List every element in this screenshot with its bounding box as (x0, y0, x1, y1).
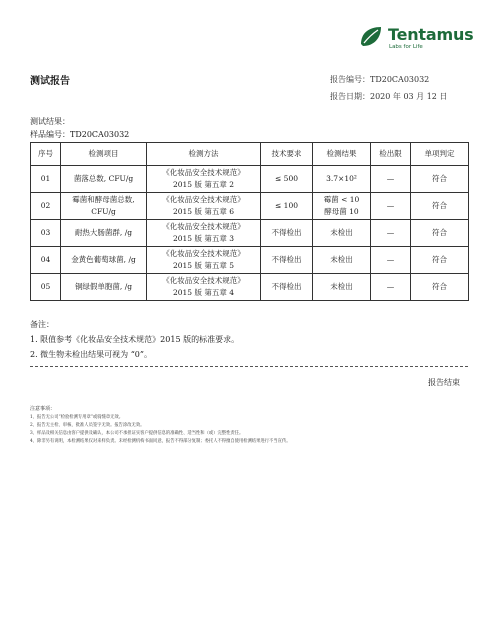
header-no: 序号 (31, 143, 61, 166)
cell-result: 未检出 (313, 220, 371, 247)
cell-judgement: 符合 (411, 193, 469, 220)
cell-item: 耐热大肠菌群, /g (61, 220, 147, 247)
cell-judgement: 符合 (411, 220, 469, 247)
attention-title: 注意事项： (30, 406, 56, 412)
attention-item: 3、样品及相关信息由客户提供及确认，本公司不承担证实客户提供信息的准确性、适当性和（或）完整性责任。 (30, 431, 244, 436)
cell-result: 3.7×10² (313, 166, 371, 193)
leaf-logo-icon (358, 24, 384, 50)
header-item: 检测项目 (61, 143, 147, 166)
logo-tagline: Labs for Life (389, 44, 423, 50)
report-date: 报告日期：2020 年 03 月 12 日 (330, 92, 448, 101)
table-row (31, 166, 469, 193)
cell-requirement: 不得检出 (261, 220, 313, 247)
tentamus-logo (358, 22, 474, 54)
cell-method: 《化妆品安全技术规范》 2015 版 第五章 4 (147, 274, 261, 301)
header-result: 检测结果 (313, 143, 371, 166)
cell-item: 铜绿假单胞菌, /g (61, 274, 147, 301)
cell-item: 霉菌和酵母菌总数, CFU/g (61, 193, 147, 220)
header-method: 检测方法 (147, 143, 261, 166)
cell-no: 02 (31, 193, 61, 220)
attention-item: 2、报告无主检、审核、批准人员签字无效。报告涂改无效。 (30, 423, 145, 428)
cell-result: 未检出 (313, 247, 371, 274)
logo-name: Tentamus (388, 25, 474, 44)
note-item: 1. 限值参考《化妆品安全技术规范》2015 版的标准要求。 (30, 335, 240, 344)
result-label: 测试结果： (30, 117, 70, 126)
cell-judgement: 符合 (411, 247, 469, 274)
sample-number: 样品编号：TD20CA03032 (30, 130, 130, 139)
cell-requirement: 不得检出 (261, 247, 313, 274)
cell-no: 03 (31, 220, 61, 247)
table-row (31, 274, 469, 301)
cell-limit: — (371, 220, 411, 247)
report-number: 报告编号：TD20CA03032 (330, 75, 430, 84)
cell-no: 01 (31, 166, 61, 193)
report-end-label: 报告结束 (428, 378, 460, 387)
table-row (31, 220, 469, 247)
cell-method: 《化妆品安全技术规范》 2015 版 第五章 5 (147, 247, 261, 274)
dashed-divider (30, 366, 468, 367)
cell-method: 《化妆品安全技术规范》 2015 版 第五章 6 (147, 193, 261, 220)
cell-limit: — (371, 193, 411, 220)
header-requirement: 技术要求 (261, 143, 313, 166)
cell-limit: — (371, 274, 411, 301)
cell-judgement: 符合 (411, 166, 469, 193)
cell-no: 05 (31, 274, 61, 301)
attention-item: 4、除非另有说明，本检测结果仅对来样负责。未经检测机构书面同意，报告不得部分复制；委托人不得擅自使用检测结果进行不当宣传。 (30, 439, 291, 444)
table-header-row (31, 143, 469, 166)
cell-limit: — (371, 247, 411, 274)
attention-item: 1、报告无公司“检验检测专用章”或骑缝章无效。 (30, 415, 124, 420)
cell-judgement: 符合 (411, 274, 469, 301)
table-row (31, 247, 469, 274)
cell-item: 金黄色葡萄球菌, /g (61, 247, 147, 274)
cell-no: 04 (31, 247, 61, 274)
cell-requirement: 不得检出 (261, 274, 313, 301)
results-table (30, 142, 469, 301)
table-row (31, 193, 469, 220)
document-title: 测试报告 (30, 76, 70, 87)
cell-requirement: ≤ 500 (261, 166, 313, 193)
cell-method: 《化妆品安全技术规范》 2015 版 第五章 3 (147, 220, 261, 247)
notes-title: 备注： (30, 320, 54, 329)
cell-limit: — (371, 166, 411, 193)
header-limit: 检出限 (371, 143, 411, 166)
cell-result: 霉菌 < 10 酵母菌 10 (313, 193, 371, 220)
cell-item: 菌落总数, CFU/g (61, 166, 147, 193)
cell-requirement: ≤ 100 (261, 193, 313, 220)
cell-method: 《化妆品安全技术规范》 2015 版 第五章 2 (147, 166, 261, 193)
header-judgement: 单项判定 (411, 143, 469, 166)
note-item: 2. 微生物未检出结果可视为 “0”。 (30, 350, 152, 359)
cell-result: 未检出 (313, 274, 371, 301)
